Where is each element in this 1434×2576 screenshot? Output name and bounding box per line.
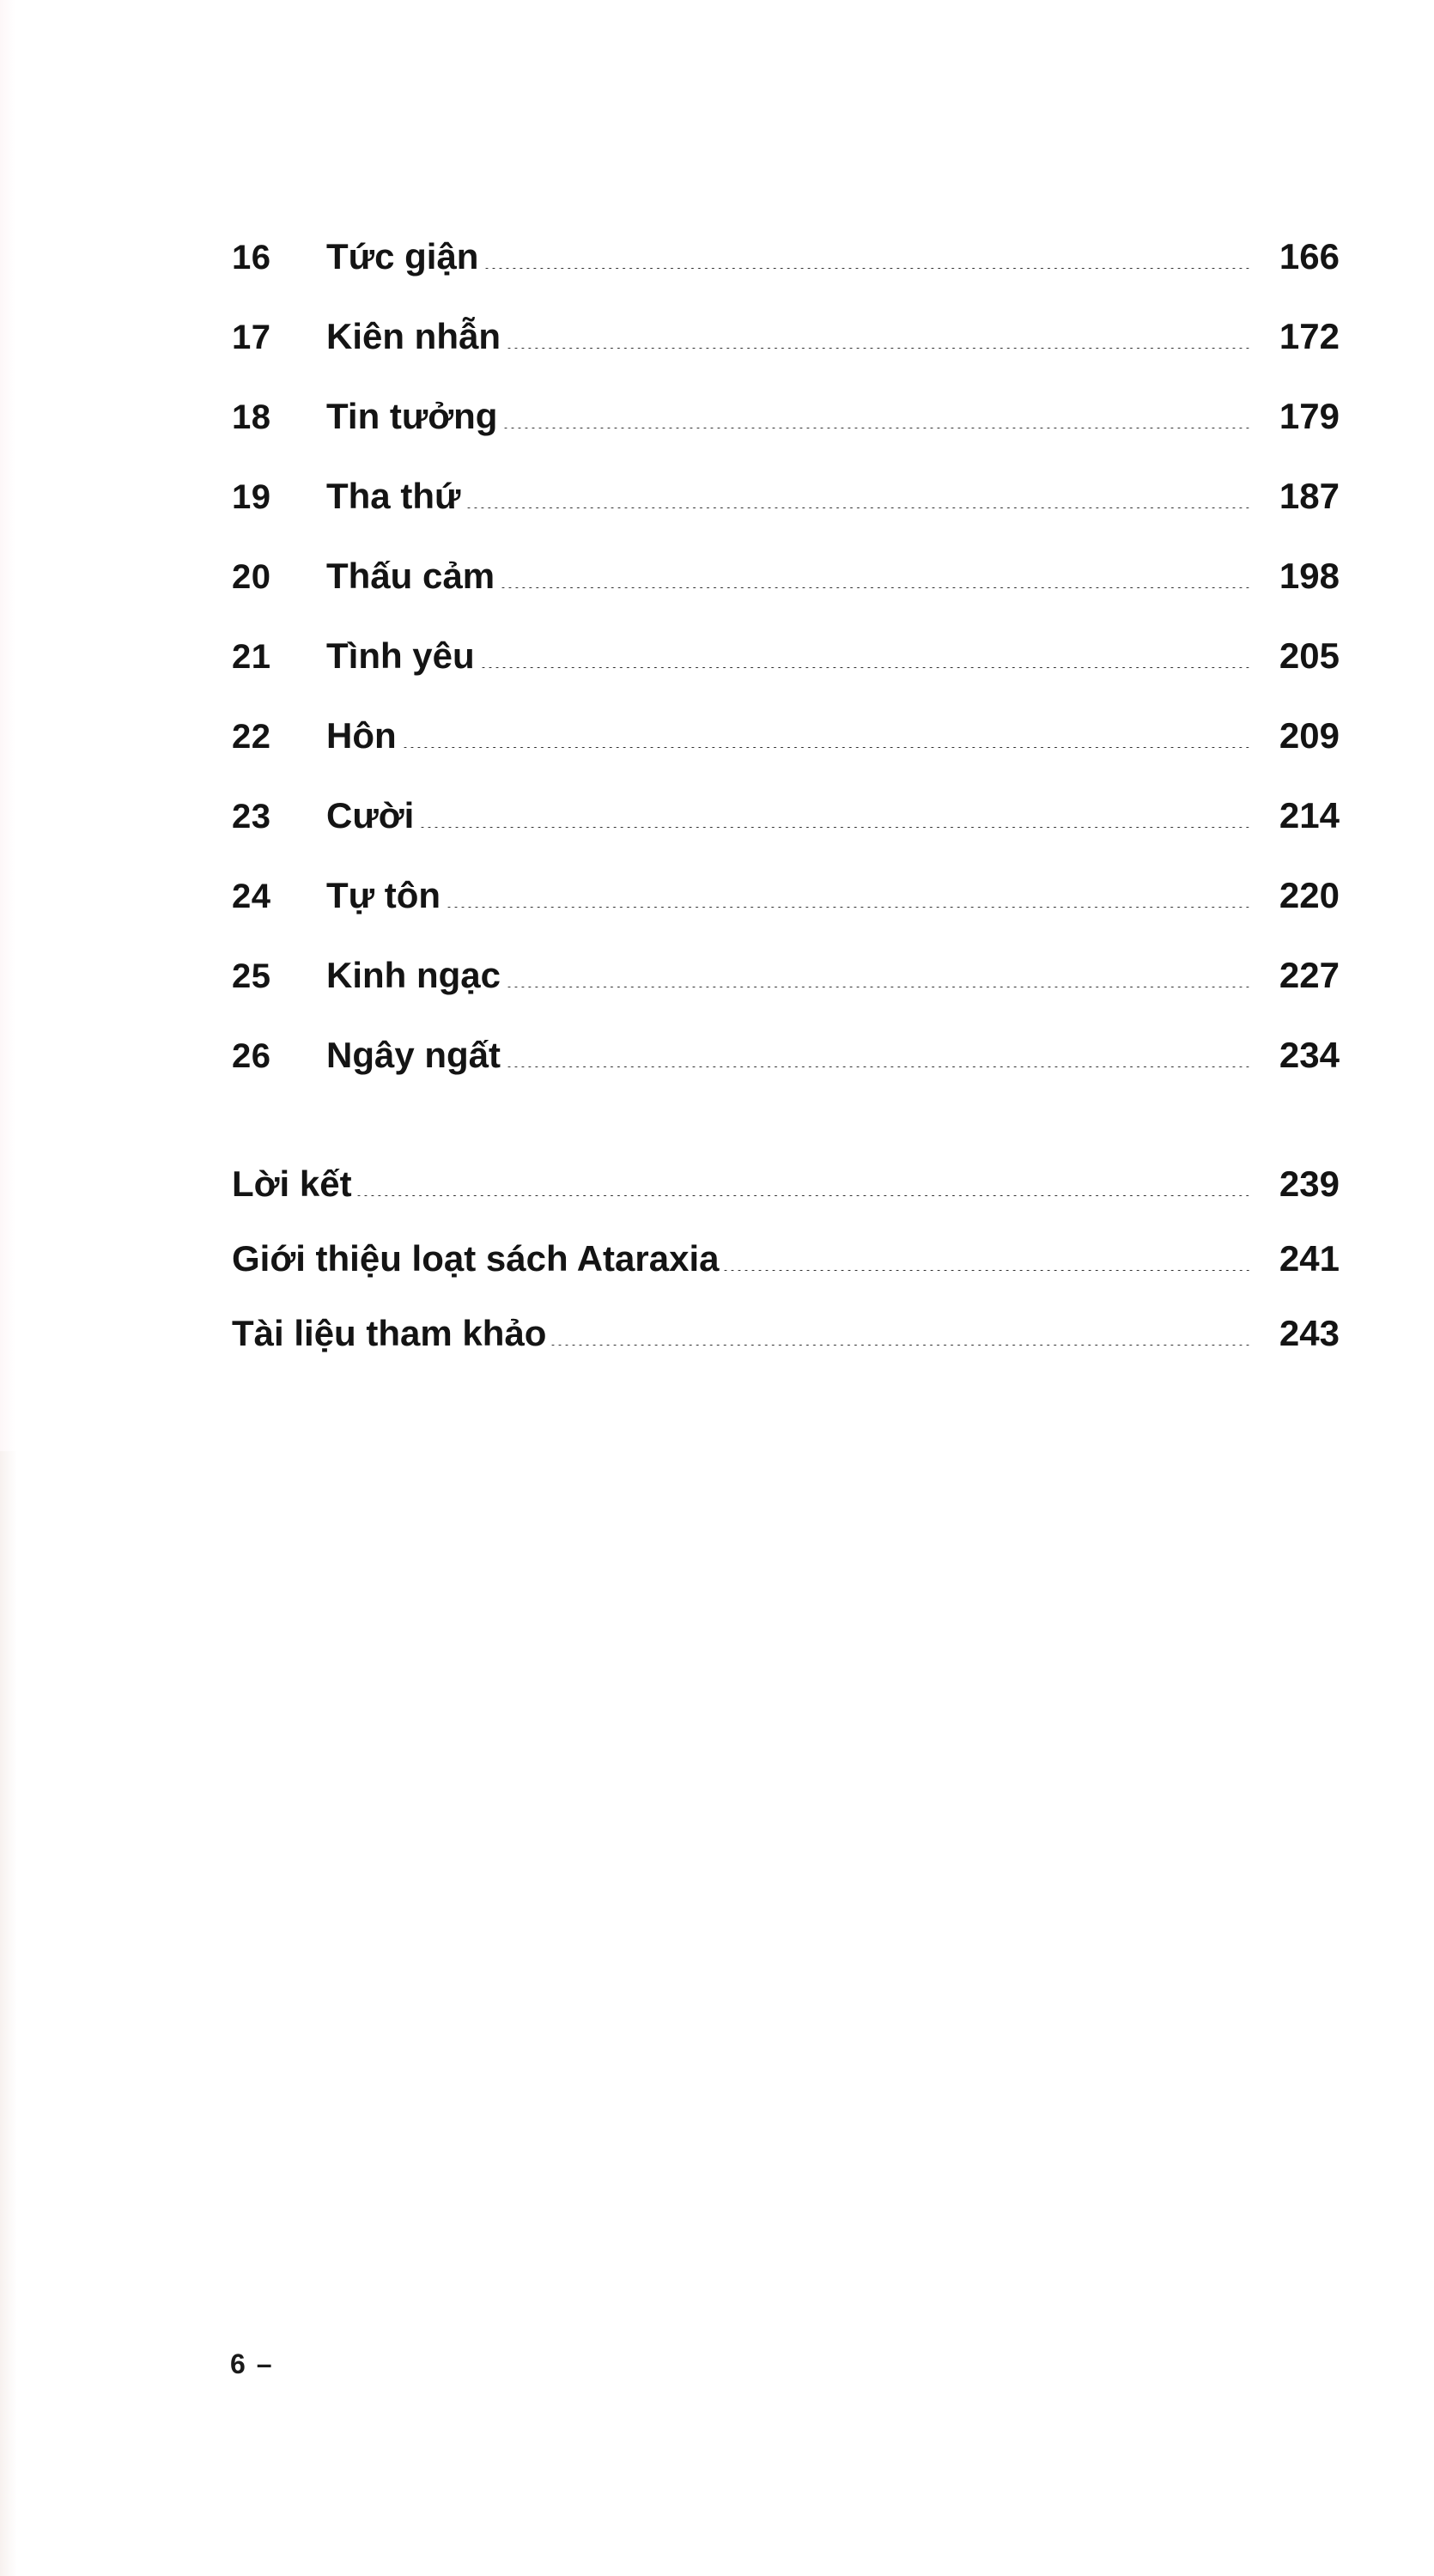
dot-leader xyxy=(404,747,1250,748)
toc-entry-title: Thấu cảm xyxy=(326,556,495,596)
toc-entry-page: 241 xyxy=(1279,1238,1340,1279)
toc-entry[interactable] xyxy=(232,795,1340,875)
toc-entry-number: 20 xyxy=(232,558,271,596)
toc-entry-title: Tha thứ xyxy=(326,476,461,516)
toc-entry[interactable] xyxy=(232,556,1340,635)
toc-entry-title: Giới thiệu loạt sách Ataraxia xyxy=(232,1238,720,1279)
toc-entry-number: 26 xyxy=(232,1037,271,1075)
toc-entry[interactable] xyxy=(232,396,1340,476)
toc-entry-title: Kinh ngạc xyxy=(326,955,501,995)
toc-entry-title: Kiên nhẫn xyxy=(326,316,501,356)
toc-entry-page: 227 xyxy=(1279,955,1340,995)
toc-entry-number: 21 xyxy=(232,638,271,676)
toc-entry-page: 187 xyxy=(1279,476,1340,516)
toc-entry-title: Ngây ngất xyxy=(326,1035,501,1075)
toc-entry-title: Cười xyxy=(326,795,415,835)
toc-entry-page: 172 xyxy=(1279,316,1340,356)
toc-entry-number: 16 xyxy=(232,239,271,276)
dot-leader xyxy=(501,587,1250,588)
toc-entry-title: Tình yêu xyxy=(326,635,475,676)
dot-leader xyxy=(467,507,1250,508)
toc-entry[interactable] xyxy=(232,1163,1340,1238)
dot-leader xyxy=(447,907,1250,908)
toc-entry-number: 18 xyxy=(232,398,271,436)
toc-entry-title: Lời kết xyxy=(232,1163,352,1204)
toc-entry-title: Tin tưởng xyxy=(326,396,498,436)
back-matter-list xyxy=(232,1163,1340,1388)
toc-entry-page: 239 xyxy=(1279,1163,1340,1204)
dot-leader xyxy=(421,827,1250,828)
table-of-contents-list xyxy=(232,236,1340,1115)
dot-leader xyxy=(724,1270,1250,1271)
toc-entry-page: 220 xyxy=(1279,875,1340,915)
toc-entry[interactable] xyxy=(232,715,1340,795)
toc-entry-page: 243 xyxy=(1279,1313,1340,1353)
toc-entry-number: 22 xyxy=(232,718,271,756)
toc-entry-page: 179 xyxy=(1279,396,1340,436)
toc-entry[interactable] xyxy=(232,476,1340,556)
toc-entry-page: 214 xyxy=(1279,795,1340,835)
toc-entry[interactable] xyxy=(232,1238,1340,1313)
toc-entry-title: Tự tôn xyxy=(326,875,441,915)
toc-entry-page: 166 xyxy=(1279,236,1340,276)
dot-leader xyxy=(485,268,1250,269)
toc-entry-page: 234 xyxy=(1279,1035,1340,1075)
toc-entry-number: 25 xyxy=(232,957,271,995)
toc-entry-title: Hôn xyxy=(326,715,397,756)
toc-entry[interactable] xyxy=(232,875,1340,955)
toc-entry-number: 24 xyxy=(232,878,271,915)
toc-entry-page: 205 xyxy=(1279,635,1340,676)
toc-entry[interactable] xyxy=(232,635,1340,715)
toc-entry-page: 198 xyxy=(1279,556,1340,596)
dot-leader xyxy=(551,1345,1250,1346)
dot-leader xyxy=(482,667,1250,668)
dot-leader xyxy=(507,348,1250,349)
toc-entry-number: 19 xyxy=(232,478,271,516)
toc-entry-title: Tài liệu tham khảo xyxy=(232,1313,547,1353)
toc-entry-number: 23 xyxy=(232,798,271,835)
toc-entry-title: Tức giận xyxy=(326,236,479,276)
toc-entry-number: 17 xyxy=(232,319,271,356)
toc-entry-page: 209 xyxy=(1279,715,1340,756)
toc-entry[interactable] xyxy=(232,316,1340,396)
paper-edge-tint-top xyxy=(0,0,15,1451)
page-folio: 6 – xyxy=(230,2348,274,2379)
toc-entry[interactable] xyxy=(232,1313,1340,1388)
toc-entry[interactable] xyxy=(232,236,1340,316)
paper-edge-tint-bottom xyxy=(0,1451,17,2576)
toc-entry[interactable] xyxy=(232,955,1340,1035)
dot-leader xyxy=(357,1195,1250,1196)
toc-entry[interactable] xyxy=(232,1035,1340,1115)
dot-leader xyxy=(507,1066,1250,1067)
